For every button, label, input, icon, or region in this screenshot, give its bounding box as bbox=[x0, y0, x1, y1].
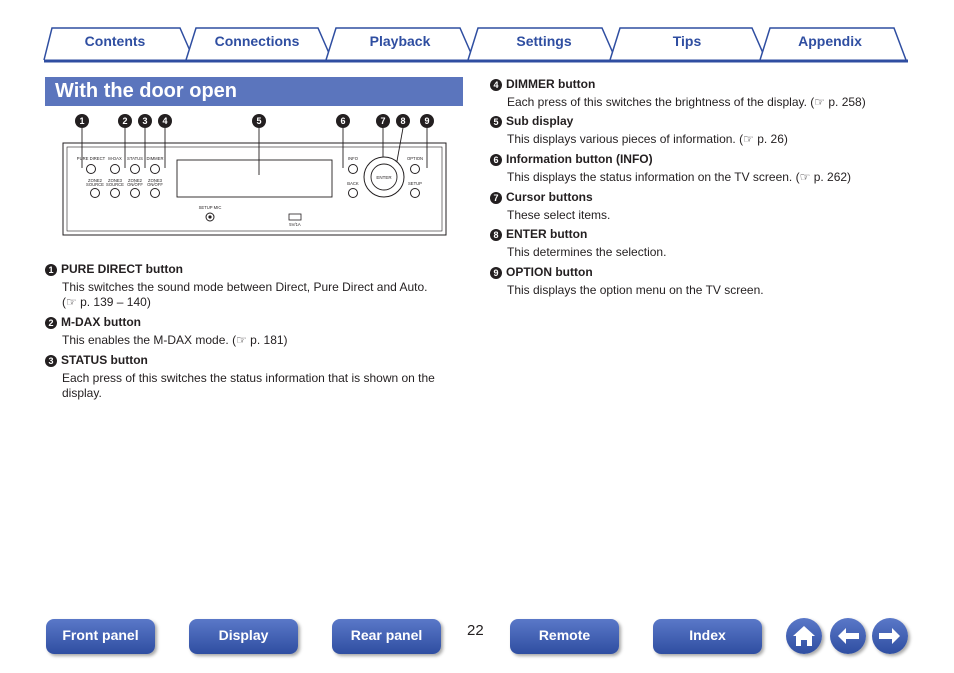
svg-text:ENTER: ENTER bbox=[376, 175, 392, 180]
page-ref[interactable]: (☞ p. 262) bbox=[795, 170, 852, 184]
callout-3: 3 bbox=[142, 116, 148, 126]
page-title: With the door open bbox=[55, 80, 238, 102]
desc-status: 3 STATUS button Each press of this switches the status information that is shown on the display. bbox=[45, 353, 460, 401]
tab-tips[interactable]: Tips bbox=[672, 33, 702, 49]
callout-9: 9 bbox=[424, 116, 430, 126]
svg-text:ZONE3: ZONE3 bbox=[148, 178, 162, 183]
tab-appendix[interactable]: Appendix bbox=[798, 33, 862, 49]
svg-text:PURE DIRECT: PURE DIRECT bbox=[76, 156, 106, 161]
remote-button[interactable]: Remote bbox=[510, 619, 619, 654]
svg-text:BACK: BACK bbox=[347, 181, 359, 186]
svg-text:M-DAX: M-DAX bbox=[108, 156, 122, 161]
svg-text:ZONE2: ZONE2 bbox=[88, 178, 102, 183]
desc-option: 9 OPTION button This displays the option menu on the TV screen. bbox=[490, 265, 910, 298]
tab-playback[interactable]: Playback bbox=[369, 33, 431, 49]
index-button[interactable]: Index bbox=[653, 619, 762, 654]
callout-5: 5 bbox=[256, 116, 262, 126]
callout-1: 1 bbox=[79, 116, 85, 126]
tab-contents[interactable]: Contents bbox=[84, 33, 146, 49]
section-heading bbox=[45, 77, 463, 106]
back-button[interactable] bbox=[830, 618, 866, 654]
desc-enter: 8 ENTER button This determines the selection. bbox=[490, 227, 910, 260]
front-panel-illustration bbox=[45, 110, 465, 240]
home-button[interactable] bbox=[786, 618, 822, 654]
home-icon bbox=[786, 618, 822, 654]
svg-text:SOURCE: SOURCE bbox=[86, 182, 104, 187]
desc-pure-direct: 1 PURE DIRECT button This switches the sound mode between Direct, Pure Direct and Auto. (☞ p. 139 – 140) bbox=[45, 262, 460, 310]
callout-7: 7 bbox=[380, 116, 386, 126]
page-ref[interactable]: (☞ p. 258) bbox=[810, 95, 866, 109]
svg-text:OPTION: OPTION bbox=[406, 156, 424, 161]
tab-bar bbox=[0, 0, 954, 64]
desc-info: 6 Information button (INFO) This displays the status information on the TV screen. (☞ p. 262) bbox=[490, 152, 910, 185]
svg-text:5V/1A: 5V/1A bbox=[289, 222, 301, 227]
svg-text:DIMMER: DIMMER bbox=[146, 156, 164, 161]
desc-dimmer: 4 DIMMER button Each press of this switches the brightness of the display. (☞ p. 258) bbox=[490, 77, 910, 110]
tab-settings[interactable]: Settings bbox=[516, 33, 572, 49]
desc-cursor: 7 Cursor buttons These select items. bbox=[490, 190, 910, 223]
rear-panel-button[interactable]: Rear panel bbox=[332, 619, 441, 654]
display-button[interactable]: Display bbox=[189, 619, 298, 654]
callout-4: 4 bbox=[162, 116, 168, 126]
callout-2: 2 bbox=[122, 116, 128, 126]
svg-text:SETUP: SETUP bbox=[408, 181, 422, 186]
callout-6: 6 bbox=[340, 116, 346, 126]
callout-8: 8 bbox=[400, 116, 406, 126]
desc-sub-display: 5 Sub display This displays various pieces of information. (☞ p. 26) bbox=[490, 114, 910, 147]
svg-text:ON/OFF: ON/OFF bbox=[127, 182, 143, 187]
svg-text:INFO: INFO bbox=[347, 156, 359, 161]
desc-mdax: 2 M-DAX button This enables the M-DAX mode. (☞ p. 181) bbox=[45, 315, 460, 348]
front-panel-button[interactable]: Front panel bbox=[46, 619, 155, 654]
svg-text:SETUP MIC: SETUP MIC bbox=[198, 205, 222, 210]
forward-button[interactable] bbox=[872, 618, 908, 654]
svg-text:STATUS: STATUS bbox=[127, 156, 143, 161]
svg-text:SOURCE: SOURCE bbox=[106, 182, 124, 187]
arrow-right-icon bbox=[872, 618, 908, 654]
arrow-left-icon bbox=[830, 618, 866, 654]
page-number: 22 bbox=[467, 622, 484, 639]
page-ref[interactable]: (☞ p. 26) bbox=[739, 132, 788, 146]
page-ref[interactable]: (☞ p. 181) bbox=[232, 333, 288, 347]
svg-text:ZONE3: ZONE3 bbox=[108, 178, 122, 183]
svg-text:ON/OFF: ON/OFF bbox=[147, 182, 163, 187]
tab-outline bbox=[0, 0, 954, 64]
tab-connections[interactable]: Connections bbox=[214, 33, 300, 49]
page-ref[interactable]: (☞ p. 139 – 140) bbox=[62, 295, 151, 309]
svg-text:ZONE2: ZONE2 bbox=[128, 178, 142, 183]
